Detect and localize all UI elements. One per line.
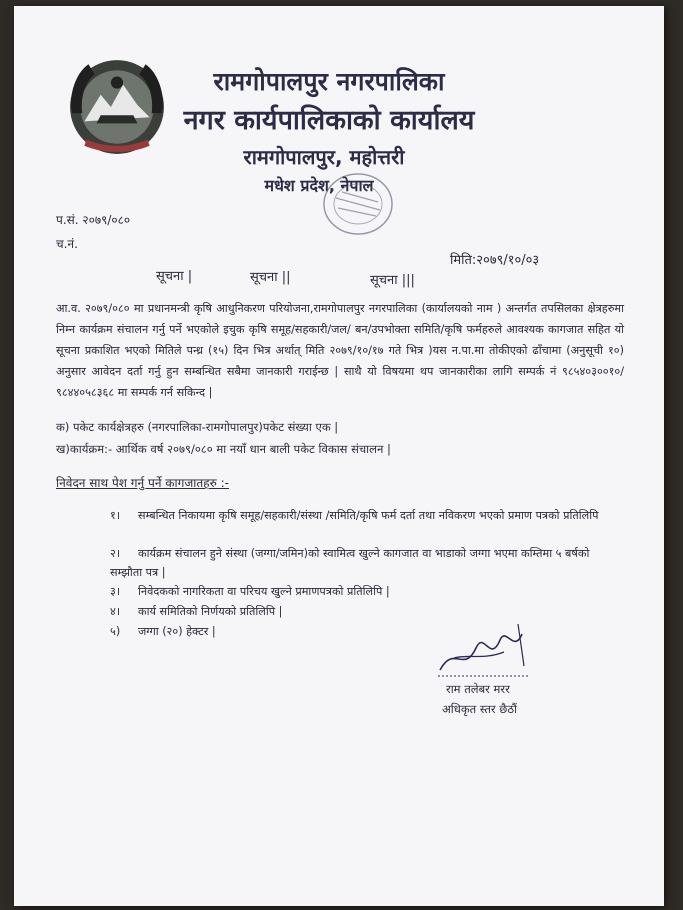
office-name: नगर कार्यपालिकाको कार्यालय <box>183 105 475 136</box>
notice-heading-3: सूचना ||| <box>370 273 415 288</box>
list-item: २। कार्यक्रम संचालन हुने संस्था (जग्गा/जमिन)को स्वामित्व खुल्ने कागजात वा भाडाको जग्गा भएमा कम्तिमा ५ बर्षको सम्झौता पत्र | <box>110 547 590 579</box>
reference-number: प.सं. २०७९/०८० <box>56 213 131 227</box>
program-area: क) पकेट कार्यक्षेत्रहरु (नगरपालिका-रामगोपालपुर)पकेट संख्या एक | <box>56 420 339 434</box>
signatory-title: अधिकृत स्तर छैठौं <box>442 702 517 716</box>
nepal-emblem-logo <box>66 54 168 156</box>
program-description: ख)कार्यक्रम:- आर्थिक वर्ष २०७९/०८० मा नयाँ धान बाली पकेट विकास संचालन | <box>56 442 391 456</box>
handwritten-signature <box>434 614 534 682</box>
notice-body: आ.व. २०७९/०८० मा प्रधानमन्त्री कृषि आधुनिकरण परियोजना,रामगोपालपुर नगरपालिका (कार्यालयको नाम ) अन्तर्गत तपसिलका क्षेत्रहरुमा निम्न कार्यक्रम संचालन गर्नु पर्ने भएकोले इचुक कृषि समूह/सहकारी/जल/ बन/उपभोक्ता समिति/कृषि फर्महरुले आवश्यक कागजात सहित यो सूचना प्रकाशित भएको मितिले पन्ध्र (१५) दिन भित्र अर्थात् मिति २०७९/१०/१७ गते भित्र )यस न.पा.मा तोकीएको ढाँचामा (अनुसूची १०) अनुसार आवेदन दर्ता गर्नु हुन सम्बन्धित सबैमा जानकारी गराईन्छ | साथै यो विषयमा थप जानकारीका लागि सम्पर्क नं ९८५४०३००१०/ ९८४४०५८३६८ मा सम्पर्क गर्न सकिन्द | <box>56 302 624 399</box>
list-item: १। सम्बन्धित निकायमा कृषि समूह/सहकारी/संस्था /समिति/कृषि फर्म दर्ता तथा नविकरण भएको प्रमाण पत्रको प्रतिलिपि <box>110 509 599 522</box>
municipality-name: रामगोपालपुर नगरपालिका <box>213 67 445 96</box>
list-item: ४। कार्य समितिको निर्णयको प्रतिलिपि | <box>110 605 283 618</box>
notice-heading-2: सूचना || <box>250 270 291 285</box>
signatory-name: राम तलेबर मरर <box>446 682 510 696</box>
notice-date: मिति:२०७९/१०/०३ <box>450 253 540 268</box>
office-stamp <box>318 168 398 240</box>
province-line: मधेश प्रदेश, नेपाल <box>264 176 374 195</box>
office-location: रामगोपालपुर, महोत्तरी <box>243 145 405 169</box>
list-item: ३। निवेदकको नागरिकता वा परिचय खुल्ने प्रमाणपत्रको प्रतिलिपि | <box>110 585 390 598</box>
required-documents-title: निवेदन साथ पेश गर्नु पर्ने कागजातहरु :- <box>56 476 229 490</box>
notice-paper <box>14 6 664 906</box>
list-item: ५) जग्गा (२०) हेक्टर | <box>110 625 216 638</box>
dispatch-number: च.नं. <box>56 237 78 251</box>
notice-heading-1: सूचना | <box>156 269 193 284</box>
